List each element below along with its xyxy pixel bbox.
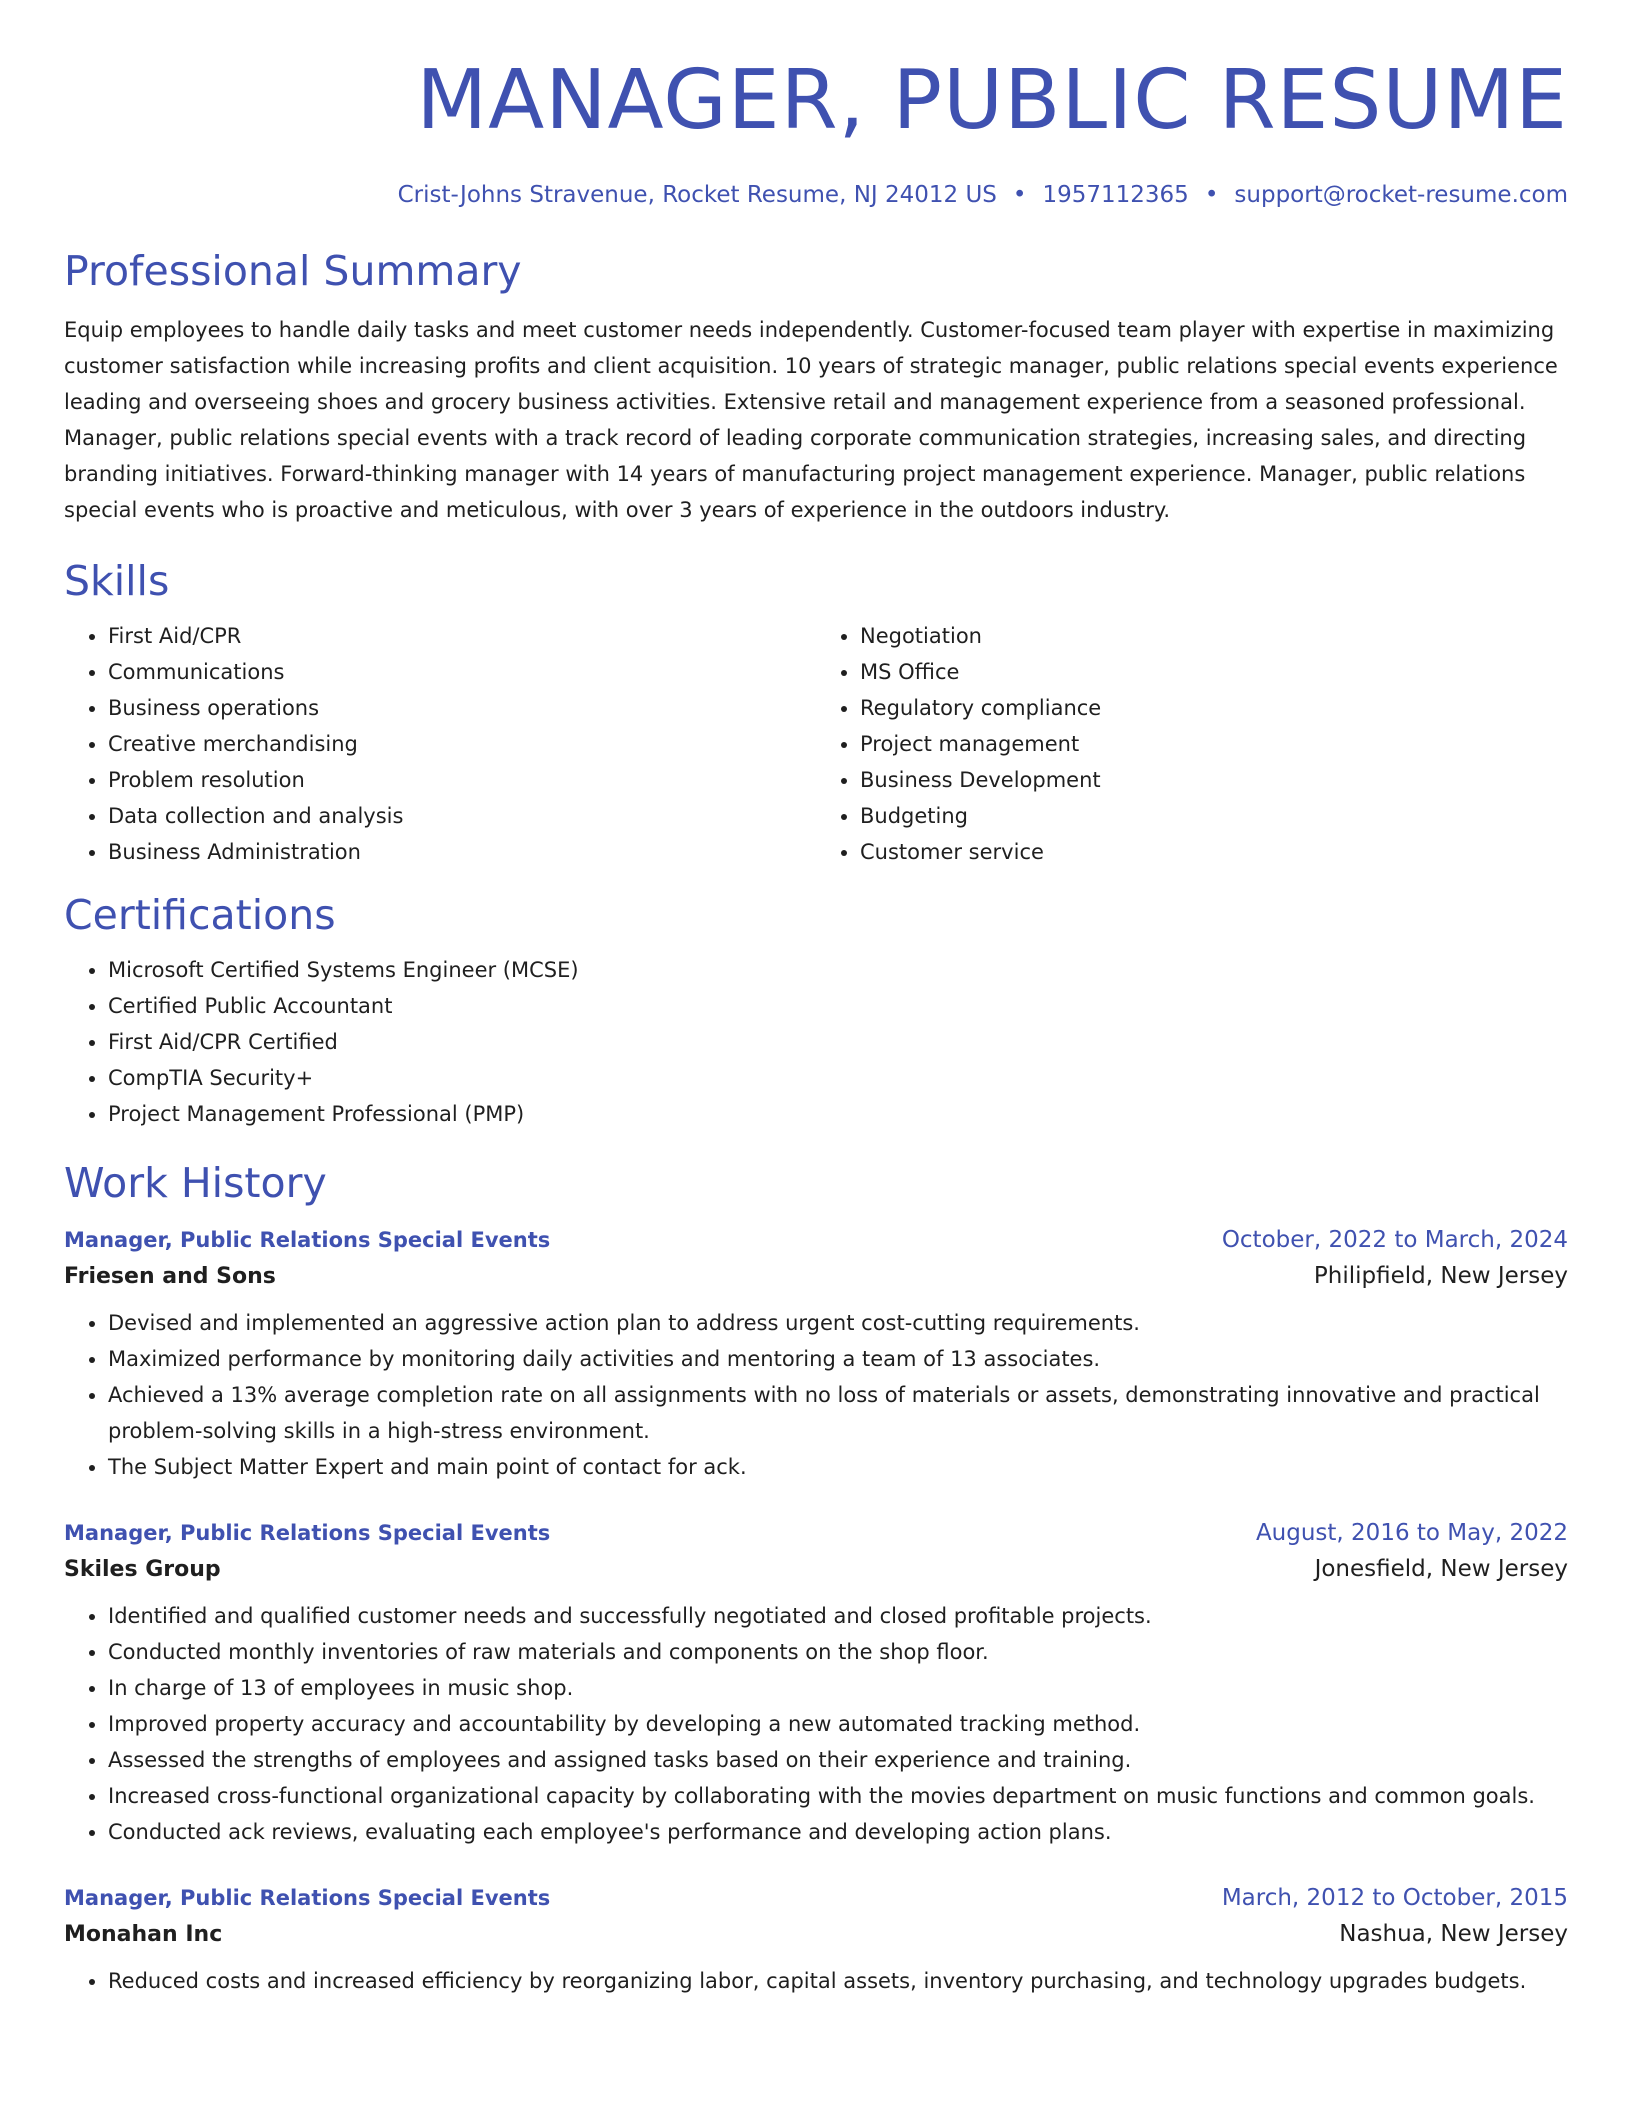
job-bullet: • Reduced costs and increased efficiency by reorganizing labor, capital assets, inventory purchasing, and technology upgrades budgets.	[108, 1963, 1568, 1999]
job-dates: August, 2016 to May, 2022	[1255, 1520, 1568, 1546]
job-entry	[64, 1515, 1568, 1850]
skills-list-right	[816, 618, 1568, 870]
job-bullets	[64, 1963, 1568, 1999]
job-bullet: • Assessed the strengths of employees and assigned tasks based on their experience and training.	[108, 1742, 1568, 1778]
job-dates: March, 2012 to October, 2015	[1221, 1885, 1568, 1911]
skill-item: • Customer service	[860, 834, 1568, 870]
job-company: Monahan Inc	[64, 1922, 223, 1947]
job-company: Skiles Group	[64, 1557, 221, 1582]
skill-item: • First Aid/CPR	[108, 618, 816, 654]
summary-text: Equip employees to handle daily tasks and meet customer needs independently. Customer-focused team player with expertise in maximizing customer satisfaction while increasing profits and client acquisition. 10 years of strategic manager, public relations special events experience leading and overseeing shoes and grocery business activities. Extensive retail and management experience from a seasoned professional. Manager, public relations special events with a track record of leading corporate communication strategies, increasing sales, and directing branding initiatives. Forward-thinking manager with 14 years of manufacturing project management experience. Manager, public relations special events who is proactive and meticulous, with over 3 years of experience in the outdoors industry.	[64, 318, 1558, 522]
skill-item: • Business operations	[108, 690, 816, 726]
job-dates: October, 2022 to March, 2024	[1221, 1227, 1568, 1253]
job-bullets	[64, 1305, 1568, 1485]
job-entry	[64, 1222, 1568, 1485]
certifications-heading: Certifications	[64, 891, 336, 939]
certification-item: • Microsoft Certified Systems Engineer (MCSE)	[108, 952, 1568, 988]
job-company-row	[64, 1551, 1568, 1588]
skill-item: • Regulatory compliance	[860, 690, 1568, 726]
skill-item: • Negotiation	[860, 618, 1568, 654]
certifications-list	[64, 952, 1568, 1132]
job-bullet: • The Subject Matter Expert and main point of contact for ack.	[108, 1449, 1568, 1485]
job-location: Nashua, New Jersey	[1339, 1921, 1568, 1947]
job-bullet: • Increased cross-functional organizational capacity by collaborating with the movies department on music functions and common goals.	[108, 1778, 1568, 1814]
contact-email[interactable]: support@rocket-resume.com	[1234, 182, 1568, 208]
job-location: Jonesfield, New Jersey	[1314, 1556, 1568, 1582]
job-company-row	[64, 1258, 1568, 1295]
skill-item: • Budgeting	[860, 798, 1568, 834]
job-title-row	[64, 1222, 1568, 1258]
skills-heading: Skills	[64, 557, 170, 605]
skill-item: • Communications	[108, 654, 816, 690]
resume-page	[64, 0, 1568, 1999]
skill-item: • MS Office	[860, 654, 1568, 690]
skill-item: • Problem resolution	[108, 762, 816, 798]
job-bullet: • Conducted monthly inventories of raw materials and components on the shop floor.	[108, 1634, 1568, 1670]
contact-separator: •	[1204, 182, 1219, 208]
job-company-row	[64, 1916, 1568, 1953]
job-bullet: • Maximized performance by monitoring daily activities and mentoring a team of 13 associates.	[108, 1341, 1568, 1377]
job-title: Manager, Public Relations Special Events	[64, 1886, 551, 1910]
job-title-row	[64, 1880, 1568, 1916]
certification-item: • Project Management Professional (PMP)	[108, 1096, 1568, 1132]
skill-item: • Business Development	[860, 762, 1568, 798]
job-bullets	[64, 1598, 1568, 1850]
summary-heading: Professional Summary	[64, 247, 522, 295]
job-bullet: • Identified and qualified customer needs and successfully negotiated and closed profitable projects.	[108, 1598, 1568, 1634]
contact-phone: 1957112365	[1042, 182, 1189, 208]
skill-item: • Project management	[860, 726, 1568, 762]
skill-item: • Creative merchandising	[108, 726, 816, 762]
skills-columns	[64, 618, 1568, 870]
job-title: Manager, Public Relations Special Events	[64, 1521, 551, 1545]
job-entry	[64, 1880, 1568, 1999]
contact-line	[64, 180, 1568, 210]
work-history-heading: Work History	[64, 1159, 327, 1207]
certification-item: • CompTIA Security+	[108, 1060, 1568, 1096]
job-location: Philipfield, New Jersey	[1313, 1263, 1568, 1289]
certification-item: • First Aid/CPR Certified	[108, 1024, 1568, 1060]
skills-list-left	[64, 618, 816, 870]
job-bullet: • Devised and implemented an aggressive action plan to address urgent cost-cutting requirements.	[108, 1305, 1568, 1341]
skill-item: • Business Administration	[108, 834, 816, 870]
resume-title: MANAGER, PUBLIC RESUME	[416, 53, 1568, 148]
job-bullet: • In charge of 13 of employees in music shop.	[108, 1670, 1568, 1706]
job-company: Friesen and Sons	[64, 1264, 276, 1289]
job-bullet: • Improved property accuracy and accountability by developing a new automated tracking method.	[108, 1706, 1568, 1742]
certification-item: • Certified Public Accountant	[108, 988, 1568, 1024]
contact-separator: •	[1012, 182, 1027, 208]
skill-item: • Data collection and analysis	[108, 798, 816, 834]
job-bullet: • Conducted ack reviews, evaluating each employee's performance and developing action plans.	[108, 1814, 1568, 1850]
contact-address: Crist-Johns Stravenue, Rocket Resume, NJ 24012 US	[397, 182, 997, 208]
job-title-row	[64, 1515, 1568, 1551]
job-title: Manager, Public Relations Special Events	[64, 1228, 551, 1252]
job-bullet: • Achieved a 13% average completion rate on all assignments with no loss of materials or assets, demonstrating innovative and practical problem-solving skills in a high-stress environment.	[108, 1377, 1568, 1449]
